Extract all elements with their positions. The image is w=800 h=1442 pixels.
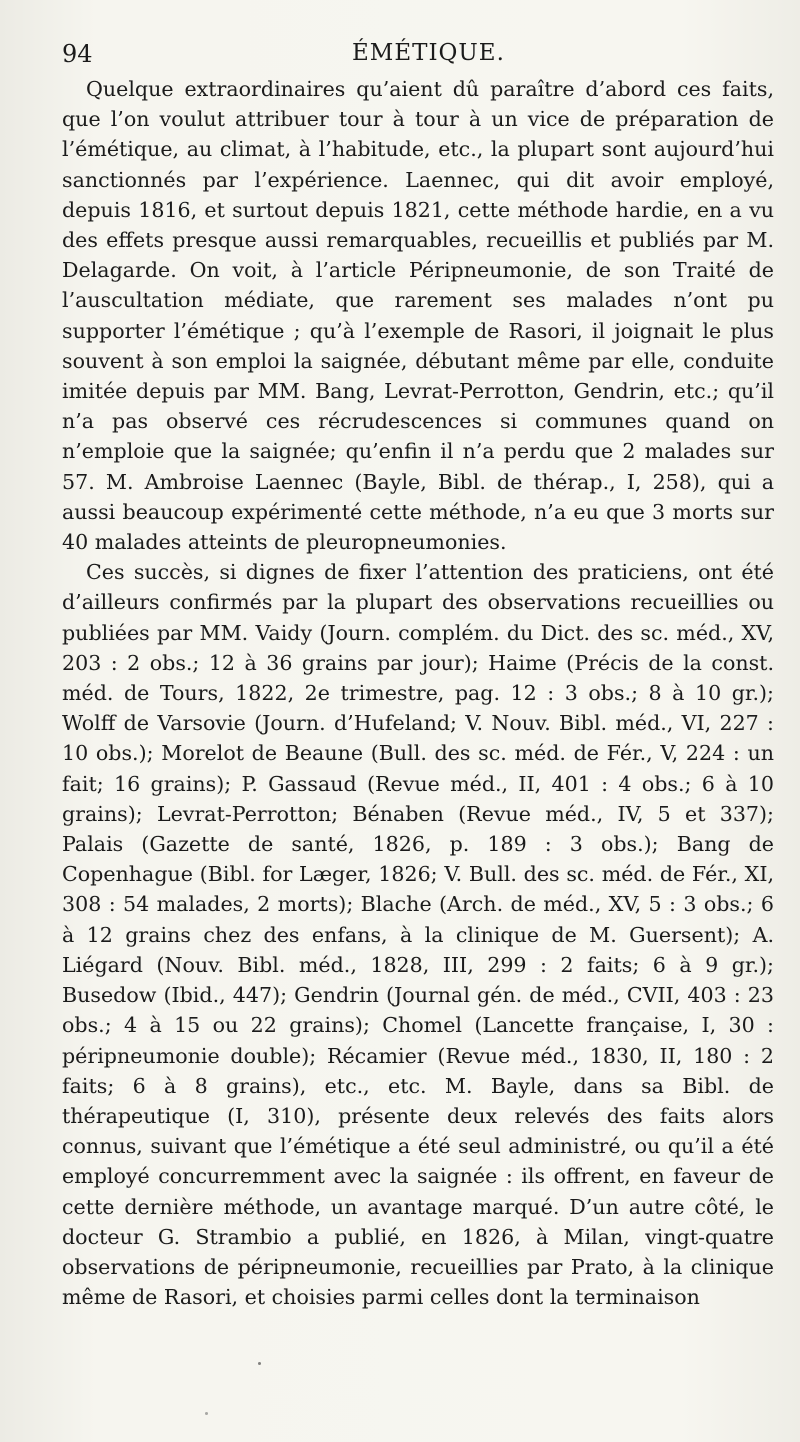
ink-speck	[205, 1412, 208, 1415]
paragraph-2: Ces succès, si dignes de fixer l’attention des praticiens, ont été d’ailleurs confirmés par la plupart des observations recueillies ou publiées par MM. Vaidy (Journ. complém. du Dict. des sc. méd., XV, 203 : 2 obs.; 12 à 36 grains par jour); Haime (Précis de la const. méd. de Tours, 1822, 2e trimestre, pag. 12 : 3 obs.; 8 à 10 gr.); Wolff de Varsovie (Journ. d’Hufeland; V. Nouv. Bibl. méd., VI, 227 : 10 obs.); Morelot de Beaune (Bull. des sc. méd. de Fér., V, 224 : un fait; 16 grains); P. Gassaud (Revue méd., II, 401 : 4 obs.; 6 à 10 grains); Levrat-Perrotton; Bénaben (Revue méd., IV, 5 et 337); Palais (Gazette de santé, 1826, p. 189 : 3 obs.); Bang de Copenhague (Bibl. for Læger, 1826; V. Bull. des sc. méd. de Fér., XI, 308 : 54 malades, 2 morts); Blache (Arch. de méd., XV, 5 : 3 obs.; 6 à 12 grains chez des enfans, à la clinique de M. Guersent); A. Liégard (Nouv. Bibl. méd., 1828, III, 299 : 2 faits; 6 à 9 gr.); Busedow (Ibid., 447); Gendrin (Journal gén. de méd., CVII, 403 : 23 obs.; 4 à 15 ou 22 grains); Chomel (Lancette française, I, 30 : péripneumonie double); Récamier (Revue méd., 1830, II, 180 : 2 faits; 6 à 8 grains), etc., etc. M. Bayle, dans sa Bibl. de thérapeutique (I, 310), présente deux relevés des faits alors connus, suivant que l’émétique a été seul administré, ou qu’il a été employé concurremment avec la saignée : ils offrent, en faveur de cette dernière méthode, un avantage marqué. D’un autre côté, le docteur G. Strambio a publié, en 1826, à Milan, vingt-quatre observations de péripneumonie, recueillies par Prato, à la clinique même de Rasori, et choisies parmi celles dont la terminaison	[62, 560, 774, 1310]
page-header	[62, 36, 762, 72]
page-number: 94	[62, 40, 93, 68]
paragraph-1: Quelque extraordinaires qu’aient dû paraître d’abord ces faits, que l’on voulut attribuer tour à tour à un vice de préparation de l’émétique, au climat, à l’habitude, etc., la plupart sont aujourd’hui sanctionnés par l’expérience. Laennec, qui dit avoir employé, depuis 1816, et surtout depuis 1821, cette méthode hardie, en a vu des effets presque aussi remarquables, recueillis et publiés par M. Delagarde. On voit, à l’article Péripneumonie, de son Traité de l’auscultation médiate, que rarement ses malades n’ont pu supporter l’émétique ; qu’à l’exemple de Rasori, il joignait le plus souvent à son emploi la saignée, débutant même par elle, conduite imitée depuis par MM. Bang, Levrat-Perrotton, Gendrin, etc.; qu’il n’a pas observé ces récrudescences si communes quand on n’emploie que la saignée; qu’enfin il n’a perdu que 2 malades sur 57. M. Ambroise Laennec (Bayle, Bibl. de thérap., I, 258), qui a aussi beaucoup expérimenté cette méthode, n’a eu que 3 morts sur 40 malades atteints de pleuropneumonies.	[62, 77, 774, 555]
running-title: ÉMÉTIQUE.	[352, 40, 505, 66]
ink-speck	[258, 1362, 261, 1365]
body-text	[62, 74, 774, 1312]
